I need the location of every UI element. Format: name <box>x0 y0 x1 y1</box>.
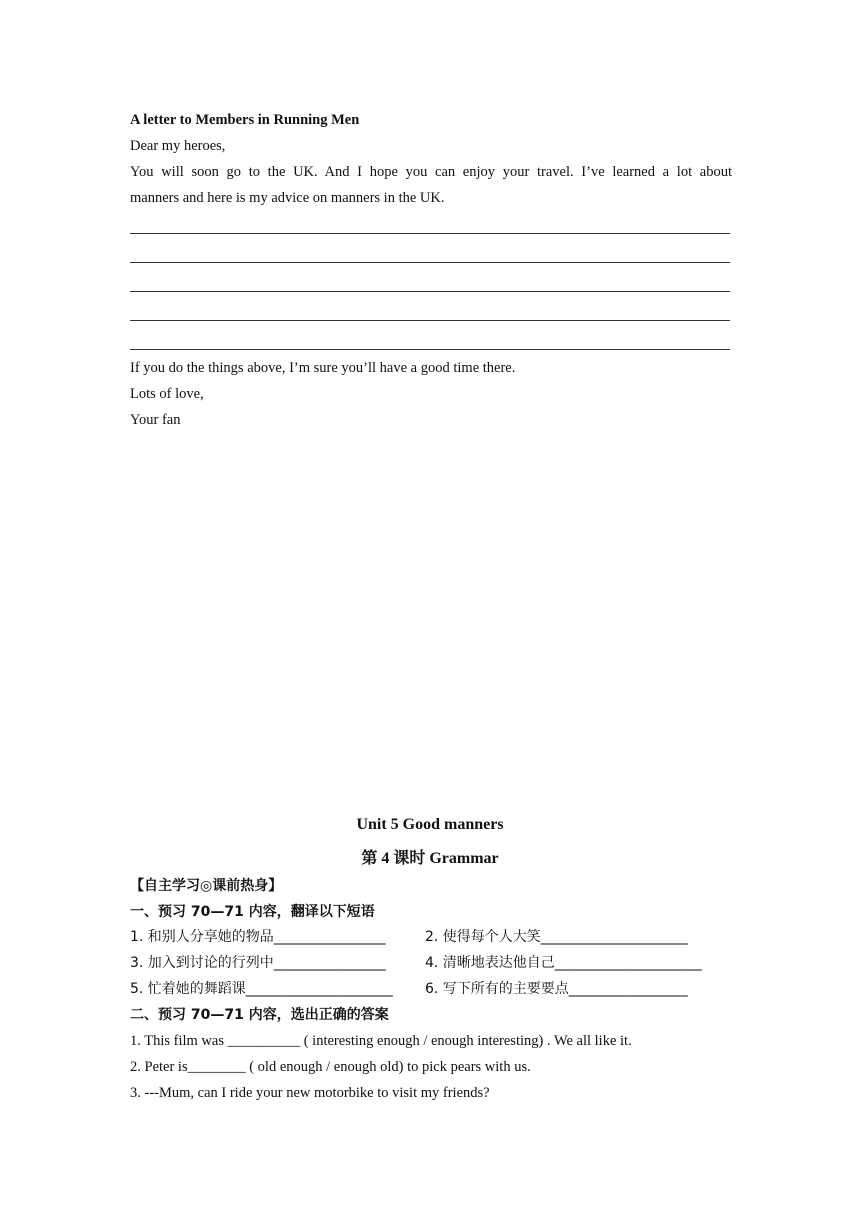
letter-paragraph-line-2: manners and here is my advice on manners in the UK. <box>130 190 445 206</box>
phrase-item-2: 2. 使得每个人大笑_____________________ <box>425 929 688 945</box>
phrase-item-1: 1. 和别人分享她的物品________________ <box>130 929 386 945</box>
lesson-title: 第 4 课时 Grammar <box>361 850 499 867</box>
writing-line-1 <box>130 233 730 234</box>
letter-greeting: Dear my heroes, <box>130 138 226 154</box>
phrase-item-3: 3. 加入到讨论的行列中________________ <box>130 955 386 971</box>
letter-sign-off: Lots of love, <box>130 386 204 402</box>
question-1: 1. This film was __________ ( interesting enough / enough interesting) . We all like it. <box>130 1033 632 1049</box>
letter-closing-line: If you do the things above, I’m sure you’ll have a good time there. <box>130 360 516 376</box>
section1-heading: 一、预习 70—71 内容，翻译以下短语 <box>130 904 375 920</box>
writing-line-2 <box>130 262 730 263</box>
phrase-item-6: 6. 写下所有的主要要点_________________ <box>425 981 688 997</box>
question-2: 2. Peter is________ ( old enough / enough old) to pick pears with us. <box>130 1059 531 1075</box>
writing-line-4 <box>130 320 730 321</box>
writing-line-5 <box>130 349 730 350</box>
letter-paragraph-line-1: You will soon go to the UK. And I hope you can enjoy your travel. I’ve learned a lot about <box>130 164 732 180</box>
writing-line-3 <box>130 291 730 292</box>
unit-title: Unit 5 Good manners <box>356 816 504 833</box>
phrase-item-5: 5. 忙着她的舞蹈课_____________________ <box>130 981 393 997</box>
section2-heading: 二、预习 70—71 内容，选出正确的答案 <box>130 1007 389 1023</box>
question-3: 3. ---Mum, can I ride your new motorbike to visit my friends? <box>130 1085 490 1101</box>
self-study-heading: 【自主学习◎课前热身】 <box>130 878 283 894</box>
letter-signature: Your fan <box>130 412 181 428</box>
letter-title: A letter to Members in Running Men <box>130 112 360 128</box>
phrase-item-4: 4. 清晰地表达他自己_____________________ <box>425 955 702 971</box>
